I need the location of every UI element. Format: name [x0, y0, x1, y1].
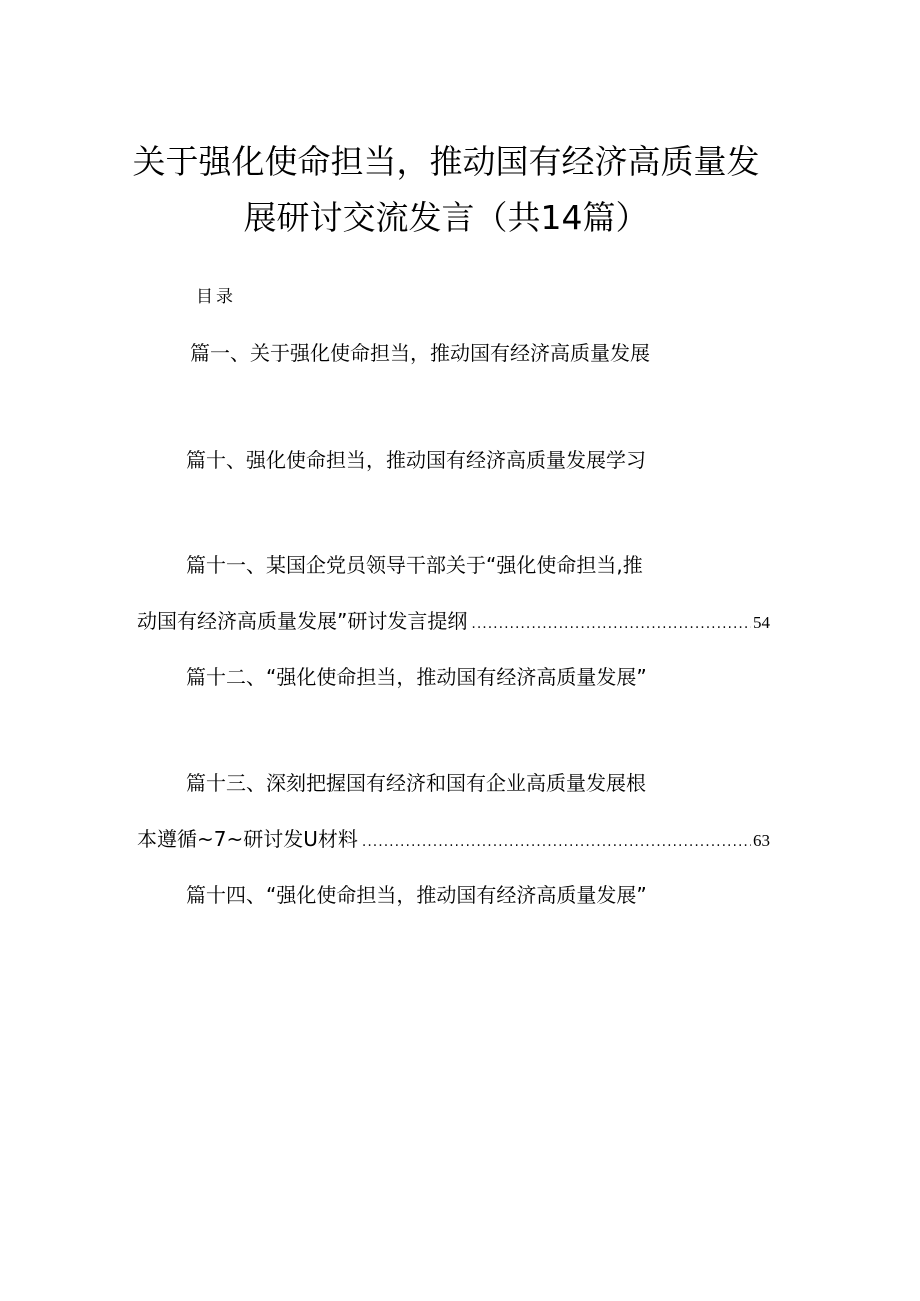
toc-entry-11-text: 动国有经济高质量发展”研讨发言提纲	[137, 609, 468, 633]
toc-dot-leader	[471, 609, 751, 639]
toc-entry-13-line-2[interactable]	[137, 824, 770, 857]
toc-dot-leader	[362, 827, 751, 857]
toc-heading: 目录	[196, 287, 236, 307]
toc-entry-10[interactable]: 篇十、强化使命担当，推动国有经济高质量发展学习	[186, 448, 646, 472]
toc-entry-12[interactable]: 篇十二、“强化使命担当，推动国有经济高质量发展”	[186, 665, 647, 689]
toc-entry-13-text: 本遵循~7~研讨发U材料	[137, 827, 358, 851]
document-title-line-1: 关于强化使命担当，推动国有经济高质量发	[132, 142, 760, 181]
document-title-line-2: 展研讨交流发言（共14篇）	[243, 198, 649, 237]
toc-entry-11-line-2[interactable]	[137, 606, 770, 639]
toc-entry-11-line-1[interactable]: 篇十一、某国企党员领导干部关于“强化使命担当,推	[186, 553, 643, 577]
toc-page-number: 54	[753, 613, 770, 632]
toc-entry-13-line-1[interactable]: 篇十三、深刻把握国有经济和国有企业高质量发展根	[186, 771, 646, 795]
toc-page-number: 63	[753, 831, 770, 850]
toc-entry-1[interactable]: 篇一、关于强化使命担当，推动国有经济高质量发展	[190, 341, 650, 365]
toc-entry-14[interactable]: 篇十四、“强化使命担当，推动国有经济高质量发展”	[186, 883, 647, 907]
